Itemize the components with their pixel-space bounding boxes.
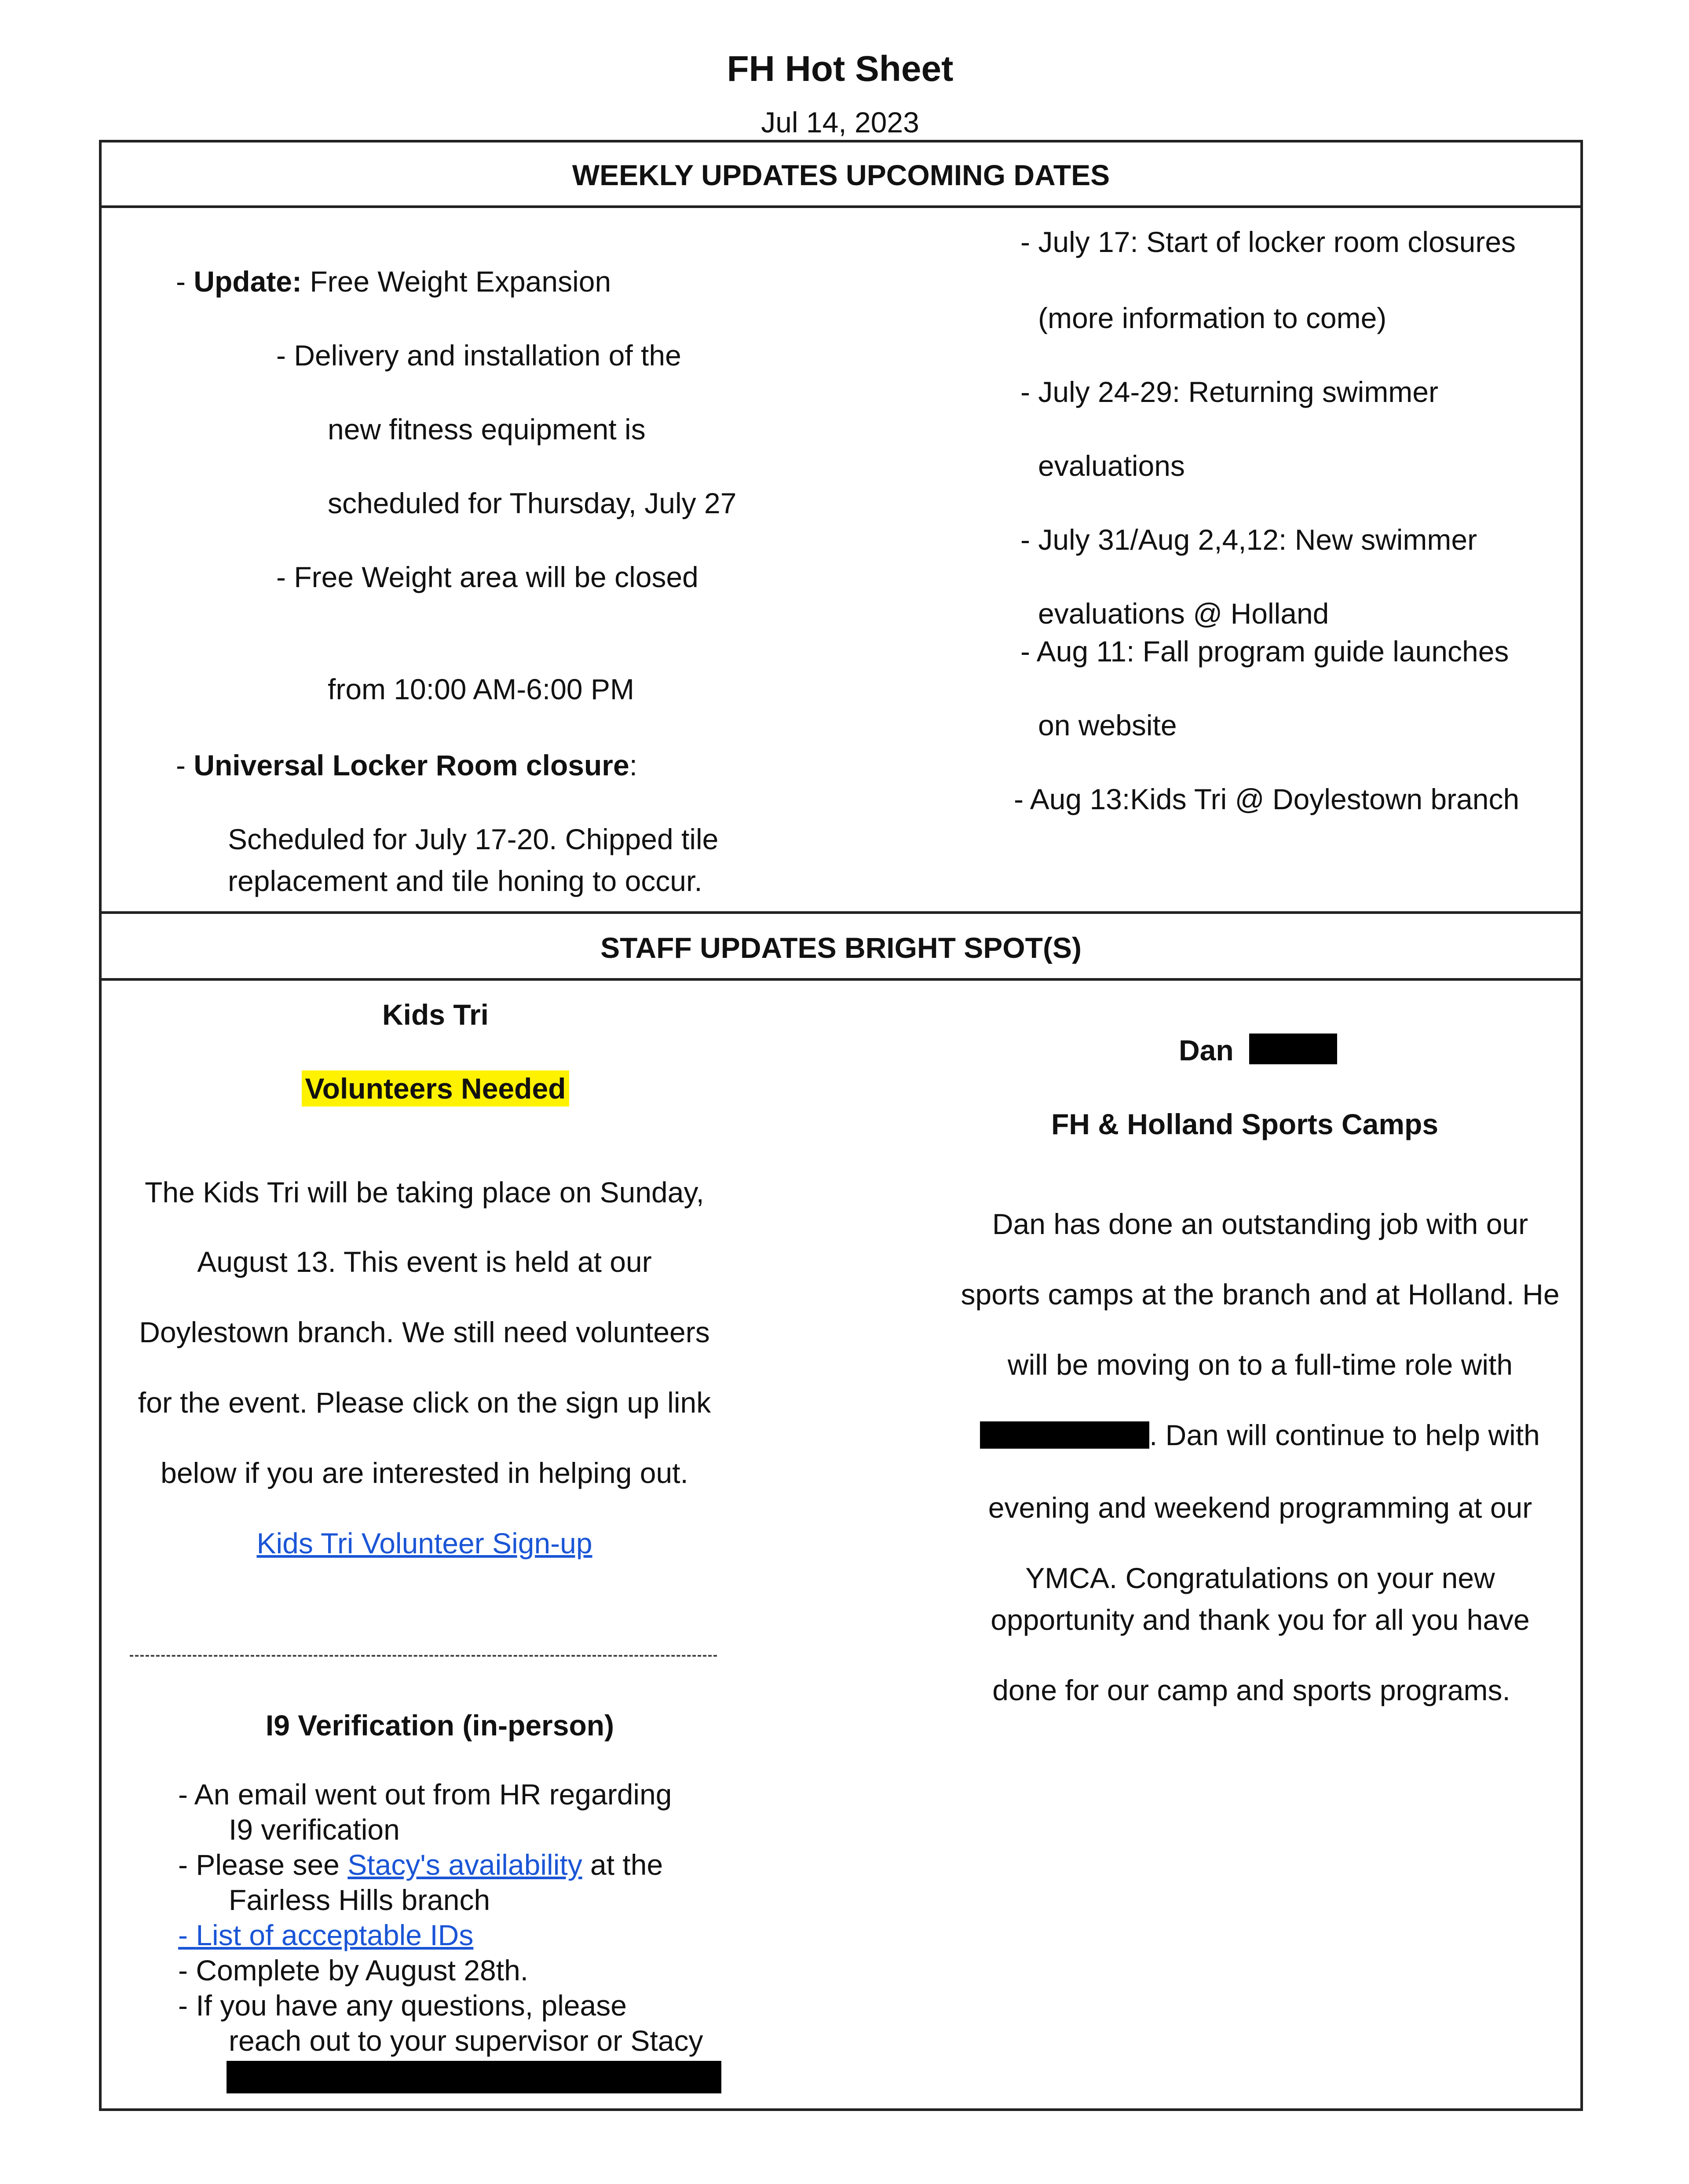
dan-name: Dan [1179, 1034, 1234, 1066]
date-item: - July 24-29: Returning swimmer [1020, 376, 1438, 408]
kids-tri-text: August 13. This event is held at our [197, 1245, 652, 1278]
update-line: - Update: Free Weight Expansion [176, 265, 611, 298]
dan-text: sports camps at the branch and at Holland. He [961, 1278, 1560, 1311]
i9-item: - If you have any questions, please [178, 1989, 627, 2022]
list-item: - Free Weight area will be closed [276, 561, 698, 593]
kids-tri-title: Kids Tri [382, 998, 489, 1031]
kids-tri-signup [110, 1529, 739, 1558]
locker-line: - Universal Locker Room closure: [176, 749, 638, 782]
date-item: on website [1038, 709, 1177, 741]
date-item: (more information to come) [1038, 302, 1387, 334]
redaction-bar [1249, 1034, 1337, 1064]
i9-item: Fairless Hills branch [229, 1884, 490, 1916]
redaction-bar [980, 1421, 1149, 1449]
list-item: scheduled for Thursday, July 27 [328, 487, 737, 519]
date-item: - July 17: Start of locker room closures [1020, 226, 1516, 258]
volunteers-needed-badge: Volunteers Needed [128, 1074, 743, 1103]
kids-tri-text: Doylestown branch. We still need volunteers [139, 1316, 710, 1348]
i9-item: - Complete by August 28th. [178, 1954, 529, 1987]
weekly-heading: WEEKLY UPDATES UPCOMING DATES [572, 159, 1110, 191]
date-item: evaluations [1038, 449, 1185, 482]
dan-text: evening and weekend programming at our [988, 1491, 1532, 1524]
staff-heading: STAFF UPDATES BRIGHT SPOT(S) [600, 931, 1082, 964]
update-label: Update: [194, 265, 302, 298]
page-title: FH Hot Sheet [727, 49, 954, 89]
redaction-bar [227, 2061, 721, 2093]
divider [99, 911, 1583, 914]
divider [99, 205, 1583, 208]
divider [99, 978, 1583, 981]
list-item: replacement and tile honing to occur. [228, 865, 702, 897]
dan-subtitle: FH & Holland Sports Camps [1051, 1108, 1439, 1140]
locker-label: Universal Locker Room closure [194, 749, 629, 782]
dan-text: YMCA. Congratulations on your new [1025, 1562, 1495, 1594]
dan-text: Dan has done an outstanding job with our [992, 1208, 1528, 1240]
i9-item: - List of acceptable IDs [178, 1919, 474, 1951]
kids-tri-text: The Kids Tri will be taking place on Sunday, [145, 1176, 704, 1209]
list-item: new fitness equipment is [328, 413, 646, 446]
dan-text: opportunity and thank you for all you have [991, 1603, 1530, 1636]
kids-tri-text: for the event. Please click on the sign up link [138, 1386, 711, 1419]
i9-item: - Please see Stacy's availability at the [178, 1848, 663, 1881]
kids-tri-signup-link[interactable]: Kids Tri Volunteer Sign-up [256, 1527, 592, 1559]
page-date: Jul 14, 2023 [761, 106, 919, 139]
list-item: Scheduled for July 17-20. Chipped tile [228, 823, 719, 855]
section-separator [130, 1655, 717, 1657]
dan-text: will be moving on to a full-time role with [1007, 1348, 1513, 1381]
i9-item: reach out to your supervisor or Stacy [229, 2024, 703, 2057]
stacys-availability-link[interactable]: Stacy's availability [347, 1848, 582, 1881]
date-item: - July 31/Aug 2,4,12: New swimmer [1020, 523, 1477, 556]
i9-title: I9 Verification (in-person) [265, 1709, 614, 1742]
dan-text: . Dan will continue to help with [1149, 1419, 1540, 1451]
i9-item: - An email went out from HR regarding [178, 1778, 672, 1811]
list-item: from 10:00 AM-6:00 PM [328, 673, 634, 705]
acceptable-ids-link[interactable]: List of acceptable IDs [196, 1919, 474, 1951]
kids-tri-text: below if you are interested in helping out. [161, 1457, 688, 1489]
dan-text: done for our camp and sports programs. [992, 1674, 1510, 1706]
list-item: - Delivery and installation of the [276, 339, 681, 372]
date-item: - Aug 11: Fall program guide launches [1020, 635, 1509, 668]
i9-item: I9 verification [229, 1813, 400, 1846]
date-item: - Aug 13:Kids Tri @ Doylestown branch [1014, 783, 1520, 815]
date-item: evaluations @ Holland [1038, 597, 1329, 630]
